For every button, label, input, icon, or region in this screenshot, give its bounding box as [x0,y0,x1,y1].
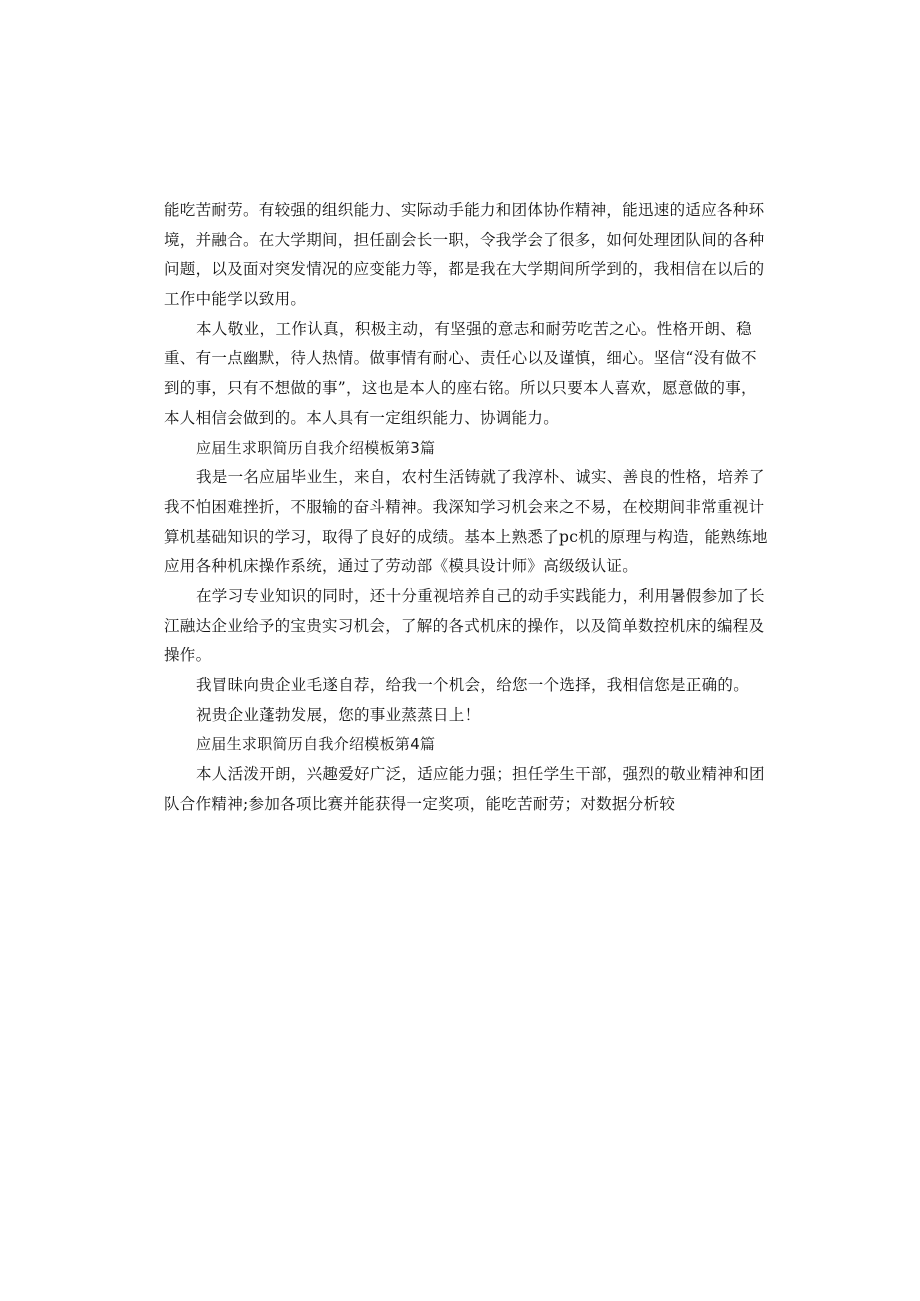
paragraph-line: 江融达企业给予的宝贵实习机会，了解的各式机床的操作，以及简单数控机床的编程及 [164,616,765,635]
paragraph-line: 祝贵企业蓬勃发展，您的事业蒸蒸日上！ [196,705,481,724]
paragraph-line: 境，并融合。在大学期间，担任副会长一职，令我学会了很多，如何处理团队间的各种 [164,230,765,249]
section-heading: 应届生求职简历自我介绍模板第3篇 [196,438,436,457]
paragraph-line: 到的事，只有不想做的事”，这也是本人的座右铭。所以只要本人喜欢，愿意做的事， [164,379,757,398]
paragraph-line: 本人相信会做到的。本人具有一定组织能力、协调能力。 [164,408,560,427]
document-body [164,196,768,819]
paragraph-line: 应用各种机床操作系统，通过了劳动部《模具设计师》高级级认证。 [164,557,639,576]
paragraph-line: 本人活泼开朗，兴趣爱好广泛，适应能力强；担任学生干部，强烈的敬业精神和团 [196,765,765,784]
paragraph-line: 操作。 [164,646,212,665]
paragraph-line: 算机基础知识的学习，取得了良好的成绩。基本上熟悉了pc机的原理与构造，能熟练地 [164,527,768,546]
paragraph-line: 队合作精神;参加各项比赛并能获得一定奖项，能吃苦耐劳；对数据分析较 [164,794,676,813]
paragraph-line: 在学习专业知识的同时，还十分重视培养自己的动手实践能力，利用暑假参加了长 [196,586,765,605]
paragraph-line: 我冒昧向贵企业毛遂自荐，给我一个机会，给您一个选择，我相信您是正确的。 [196,676,750,694]
paragraph-line: 能吃苦耐劳。有较强的组织能力、实际动手能力和团体协作精神，能迅速的适应各种环 [164,201,765,219]
section-heading: 应届生求职简历自我介绍模板第4篇 [196,735,436,754]
paragraph-line: 重、有一点幽默，待人热情。做事情有耐心、责任心以及谨慎，细心。坚信“没有做不 [164,349,757,368]
paragraph-line: 我不怕困难挫折，不服输的奋斗精神。我深知学习机会来之不易，在校期间非常重视计 [164,497,765,516]
paragraph-line: 问题，以及面对突发情况的应变能力等，都是我在大学期间所学到的，我相信在以后的 [164,260,765,279]
paragraph-line: 我是一名应届毕业生，来自，农村生活铸就了我淳朴、诚实、善良的性格，培养了 [196,468,765,487]
paragraph-line: 工作中能学以致用。 [164,290,307,309]
paragraph-line: 本人敬业，工作认真，积极主动，有坚强的意志和耐劳吃苦之心。性格开朗、稳 [196,319,752,338]
